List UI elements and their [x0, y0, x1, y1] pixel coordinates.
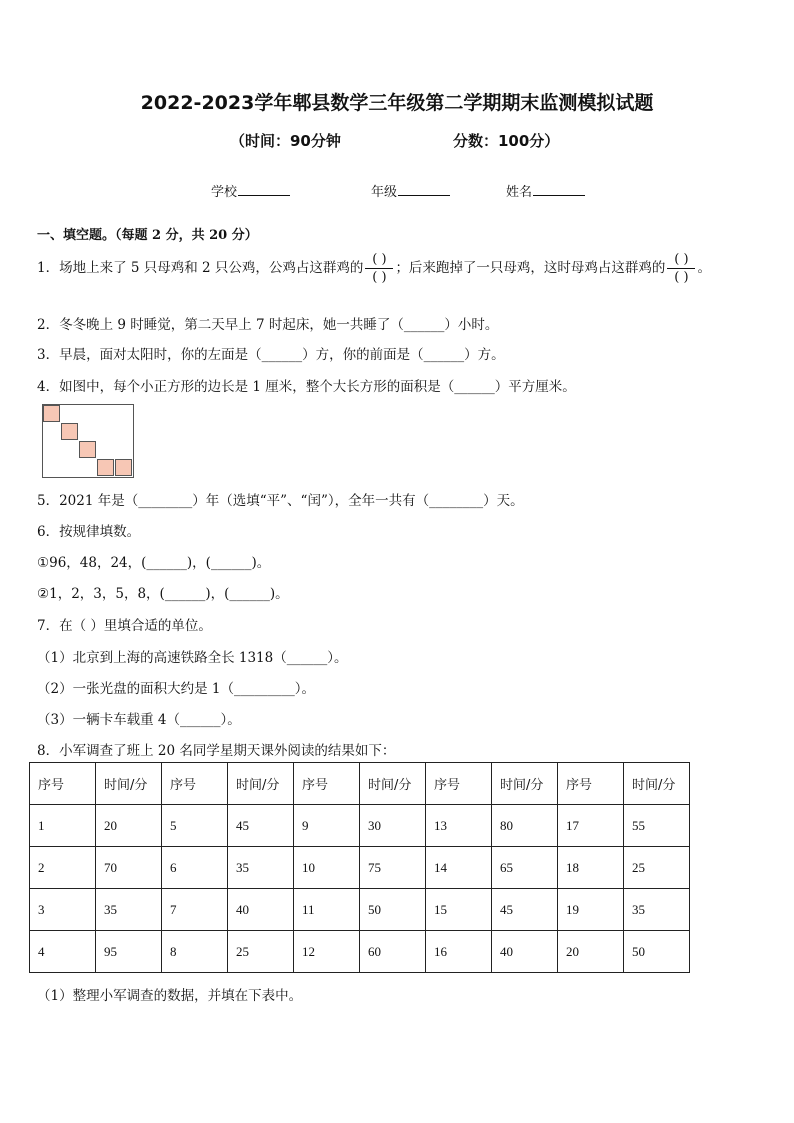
school-blank[interactable]	[238, 183, 290, 196]
name-field[interactable]	[506, 181, 585, 200]
table-cell: 25	[228, 931, 294, 973]
table-cell: 7	[162, 889, 228, 931]
section-heading: 一、填空题。（每题 2 分，共 20 分）	[37, 228, 258, 243]
header-cell: 时间/分	[624, 763, 690, 805]
shaded-square	[79, 441, 96, 458]
table-cell: 55	[624, 805, 690, 847]
table-cell: 25	[624, 847, 690, 889]
header-cell: 序号	[426, 763, 492, 805]
table-cell: 35	[228, 847, 294, 889]
table-row	[30, 889, 690, 931]
reading-time-table	[29, 762, 690, 973]
table-cell: 3	[30, 889, 96, 931]
shaded-square	[61, 423, 78, 440]
table-cell: 19	[558, 889, 624, 931]
name-blank[interactable]	[533, 183, 585, 196]
grade-label: 年级	[371, 185, 398, 200]
question-7b: （2）一张光盘的面积大约是 1（_________）。	[37, 681, 315, 697]
header-cell: 序号	[162, 763, 228, 805]
question-7: 7．在（ ）里填合适的单位。	[37, 618, 212, 634]
question-7a: （1）北京到上海的高速铁路全长 1318（______）。	[37, 650, 348, 666]
fraction-blank-1[interactable]: $\frac{( )}{( )}$	[365, 252, 393, 285]
table-cell: 20	[558, 931, 624, 973]
score-label: 分数：100分）	[453, 132, 560, 150]
table-cell: 6	[162, 847, 228, 889]
question-7c: （3）一辆卡车载重 4（______）。	[37, 712, 241, 728]
header-cell: 时间/分	[492, 763, 558, 805]
question-2: 2．冬冬晚上 9 时睡觉，第二天早上 7 时起床，她一共睡了（______）小时。	[37, 317, 499, 333]
table-row	[30, 931, 690, 973]
table-cell: 70	[96, 847, 162, 889]
table-cell: 9	[294, 805, 360, 847]
page-title: 2022-2023学年郫县数学三年级第二学期期末监测模拟试题	[140, 92, 654, 114]
table-cell: 4	[30, 931, 96, 973]
table-cell: 8	[162, 931, 228, 973]
rectangle-figure	[42, 404, 134, 478]
table-cell: 50	[624, 931, 690, 973]
question-8-part1: （1）整理小军调查的数据，并填在下表中。	[37, 988, 303, 1004]
table-cell: 15	[426, 889, 492, 931]
name-label: 姓名	[506, 185, 533, 200]
grade-blank[interactable]	[398, 183, 450, 196]
table-cell: 95	[96, 931, 162, 973]
table-cell: 35	[624, 889, 690, 931]
table-cell: 12	[294, 931, 360, 973]
header-cell: 时间/分	[360, 763, 426, 805]
table-cell: 65	[492, 847, 558, 889]
question-1	[37, 252, 711, 285]
header-cell: 序号	[294, 763, 360, 805]
table-cell: 2	[30, 847, 96, 889]
table-row	[30, 847, 690, 889]
table-cell: 20	[96, 805, 162, 847]
table-cell: 35	[96, 889, 162, 931]
table-cell: 16	[426, 931, 492, 973]
time-label: （时间：90分钟	[230, 132, 341, 150]
q1-text-a: 1．场地上来了 5 只母鸡和 2 只公鸡，公鸡占这群鸡的	[37, 260, 364, 276]
header-cell: 序号	[558, 763, 624, 805]
table-cell: 18	[558, 847, 624, 889]
table-cell: 11	[294, 889, 360, 931]
table-row	[30, 805, 690, 847]
table-cell: 5	[162, 805, 228, 847]
table-cell: 17	[558, 805, 624, 847]
table-cell: 30	[360, 805, 426, 847]
table-cell: 80	[492, 805, 558, 847]
table-cell: 45	[492, 889, 558, 931]
q1-text-c: 。	[697, 260, 711, 276]
question-3: 3．早晨，面对太阳时，你的左面是（______）方，你的前面是（______）方。	[37, 347, 505, 363]
table-cell: 50	[360, 889, 426, 931]
shaded-square	[43, 405, 60, 422]
q1-text-b: ；后来跑掉了一只母鸡，这时母鸡占这群鸡的	[395, 260, 666, 276]
header-cell: 时间/分	[96, 763, 162, 805]
table-cell: 40	[492, 931, 558, 973]
header-cell: 序号	[30, 763, 96, 805]
question-5: 5．2021 年是（________）年（选填“平”、“闰”），全年一共有（________）天。	[37, 493, 524, 509]
shaded-square	[97, 459, 114, 476]
fraction-blank-2[interactable]: $\frac{( )}{( )}$	[667, 252, 695, 285]
school-label: 学校	[211, 185, 238, 200]
table-cell: 45	[228, 805, 294, 847]
table-cell: 75	[360, 847, 426, 889]
question-6a: ①96，48，24，(______)，(______)。	[37, 555, 271, 571]
table-cell: 40	[228, 889, 294, 931]
shaded-square	[115, 459, 132, 476]
table-header-row	[30, 763, 690, 805]
table-cell: 60	[360, 931, 426, 973]
table-cell: 10	[294, 847, 360, 889]
header-cell: 时间/分	[228, 763, 294, 805]
question-6: 6．按规律填数。	[37, 524, 141, 540]
question-4: 4．如图中，每个小正方形的边长是 1 厘米，整个大长方形的面积是（______）平方厘米。	[37, 379, 576, 395]
question-6b: ②1，2，3，5，8，(______)，(______)。	[37, 586, 289, 602]
grade-field[interactable]	[371, 181, 450, 200]
table-cell: 13	[426, 805, 492, 847]
table-cell: 1	[30, 805, 96, 847]
school-field[interactable]	[211, 181, 290, 200]
question-8: 8．小军调查了班上 20 名同学星期天课外阅读的结果如下：	[37, 743, 396, 759]
table-cell: 14	[426, 847, 492, 889]
